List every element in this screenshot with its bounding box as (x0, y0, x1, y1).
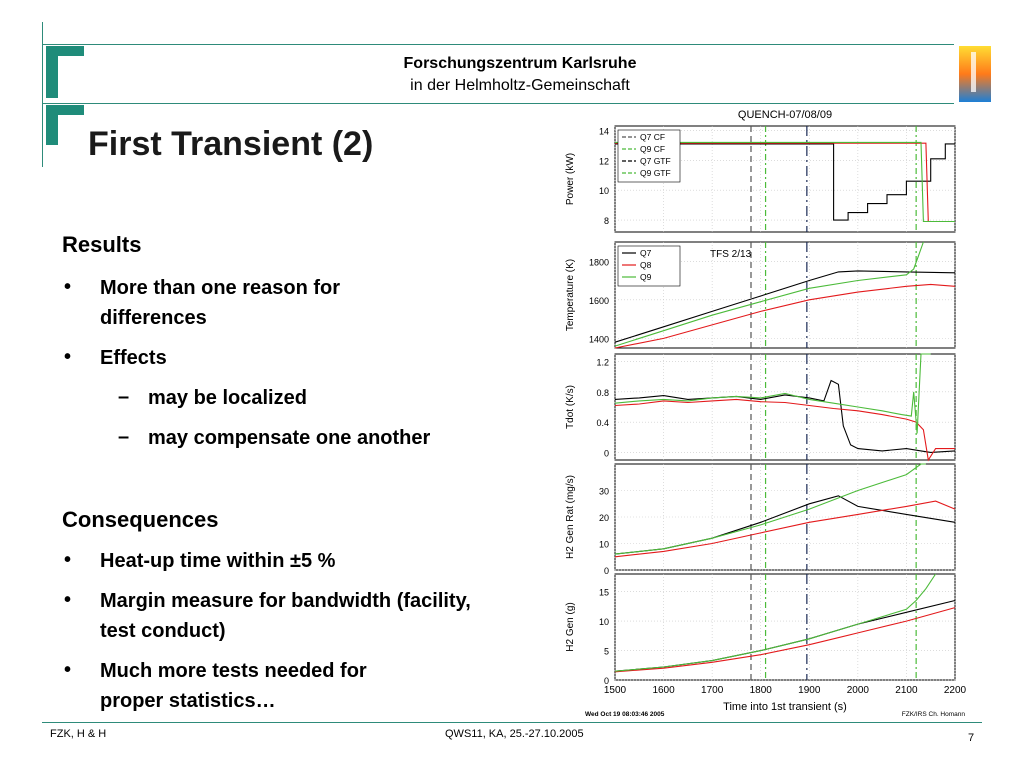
y-tick-label: 8 (603, 216, 609, 227)
y-axis-label: Tdot (K/s) (565, 385, 576, 429)
y-tick-label: 12 (598, 156, 609, 167)
y-tick-label: 10 (598, 539, 609, 550)
footer-left: FZK, H & H (50, 728, 107, 740)
bullet-marker: • (64, 589, 72, 611)
page-number: 7 (968, 732, 975, 744)
x-axis-label: Time into 1st transient (s) (723, 701, 847, 713)
header-rule-top (42, 44, 954, 45)
x-tick-label: 2000 (846, 685, 869, 696)
legend-label: Q9 (640, 272, 652, 282)
x-tick-label: 1900 (798, 685, 821, 696)
y-tick-label: 0 (603, 448, 609, 459)
consequences-bullet-1: Heat-up time within ±5 % (100, 550, 336, 572)
y-axis-label: H2 Gen Rat (mg/s) (565, 475, 576, 559)
fzk-logo-bar-2 (46, 46, 84, 56)
consequences-bullet-3: Much more tests needed for proper statistics… (100, 660, 367, 712)
y-tick-label: 20 (598, 513, 609, 523)
y-tick-label: 0 (603, 676, 609, 686)
y-tick-label: 1600 (588, 295, 609, 306)
chart-title: QUENCH-07/08/09 (737, 109, 833, 121)
results-sub-bullet-1: may be localized (148, 387, 307, 409)
y-tick-label: 5 (603, 646, 609, 657)
legend-label: Q9 GTF (640, 168, 671, 178)
x-tick-label: 1700 (701, 685, 724, 696)
slide-title: First Transient (2) (88, 125, 374, 163)
results-heading: Results (62, 232, 142, 257)
y-tick-label: 14 (598, 126, 609, 137)
y-tick-label: 0 (603, 566, 609, 576)
sub-bullet-marker: – (118, 386, 130, 408)
bullet-marker: • (64, 346, 72, 368)
consequences-heading: Consequences (62, 507, 219, 532)
y-tick-label: 1800 (588, 257, 609, 268)
org-name: Forschungszentrum Karlsruhe (403, 55, 637, 72)
y-axis-label: Temperature (K) (565, 258, 576, 332)
footer-middle: QWS11, KA, 25.-27.10.2005 (445, 728, 584, 740)
panel-frame (615, 574, 955, 680)
x-tick-label: 2100 (895, 685, 918, 696)
results-bullet-2: Effects (100, 347, 167, 369)
x-tick-label: 2200 (943, 685, 967, 696)
results-bullet-1: More than one reason for differences (100, 277, 341, 329)
x-tick-label: 1600 (652, 685, 675, 696)
chart-timestamp: Wed Oct 19 08:03:46 2005 (585, 711, 665, 718)
results-sub-bullet-2: may compensate one another (148, 427, 431, 449)
helmholtz-logo (955, 44, 995, 104)
y-tick-label: 10 (598, 186, 609, 197)
legend-label: Q7 GTF (640, 156, 671, 166)
y-axis-label: Power (kW) (565, 152, 576, 206)
bullet-marker: • (64, 659, 72, 681)
legend-label: Q8 (640, 260, 652, 270)
panel-frame (615, 354, 955, 460)
y-tick-label: 10 (598, 617, 609, 628)
quench-chart (555, 104, 975, 724)
x-tick-label: 1800 (749, 685, 772, 696)
sub-bullet-marker: – (118, 426, 130, 448)
y-tick-label: 1.2 (596, 357, 609, 368)
y-tick-label: 0.4 (596, 418, 609, 429)
fzk-logo-bar-4 (46, 105, 84, 115)
bullet-marker: • (64, 549, 72, 571)
legend-label: Q7 (640, 248, 652, 258)
legend-label: Q9 CF (640, 144, 666, 154)
y-tick-label: 15 (598, 587, 609, 598)
legend-label: Q7 CF (640, 132, 666, 142)
org-subtitle: in der Helmholtz-Gemeinschaft (410, 77, 630, 94)
header-rule-left (42, 22, 43, 167)
y-tick-label: 0.8 (596, 387, 609, 398)
y-axis-label: H2 Gen (g) (565, 602, 576, 652)
bullet-marker: • (64, 276, 72, 298)
footer-rule (42, 722, 982, 723)
consequences-bullet-2: Margin measure for bandwidth (facility, test conduct) (100, 590, 471, 642)
panel-annotation: TFS 2/13 (710, 249, 752, 260)
y-tick-label: 1400 (588, 334, 609, 345)
x-tick-label: 1500 (603, 685, 627, 696)
chart-credit: FZK/IRS Ch. Homann (901, 711, 965, 718)
y-tick-label: 30 (598, 486, 609, 497)
